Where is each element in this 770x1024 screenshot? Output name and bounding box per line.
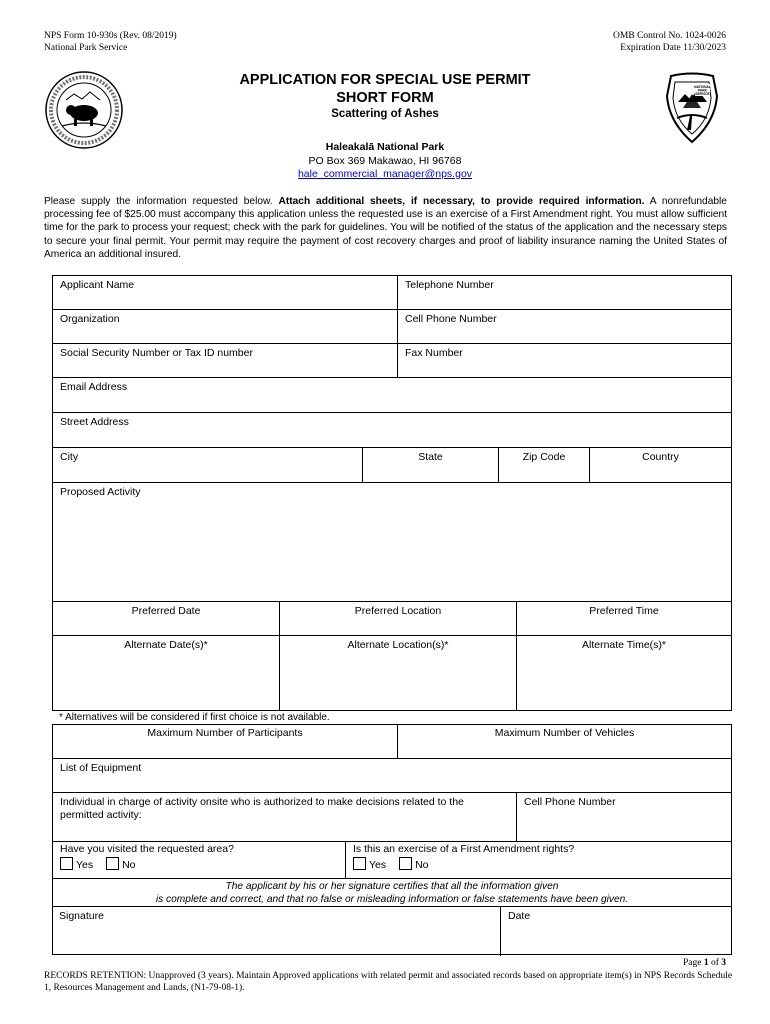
- first-amendment-yes-label: Yes: [369, 859, 387, 871]
- alternate-dates-label: Alternate Date(s)*: [124, 639, 208, 651]
- instructions-lead: Please supply the information requested below.: [44, 196, 273, 207]
- form-number: NPS Form 10-930s (Rev. 08/2019): [44, 31, 177, 41]
- page-total: 3: [721, 958, 726, 968]
- country-field[interactable]: [589, 447, 732, 483]
- page-number: [683, 958, 726, 968]
- email-field[interactable]: [52, 377, 732, 413]
- country-label: Country: [642, 451, 679, 463]
- city-label: City: [60, 451, 79, 463]
- zip-code-label: Zip Code: [522, 451, 566, 463]
- omb-control-number: OMB Control No. 1024-0026: [613, 31, 726, 41]
- date-label: Date: [508, 910, 531, 922]
- max-participants-label: Maximum Number of Participants: [147, 727, 303, 739]
- alternate-locations-label: Alternate Location(s)*: [347, 639, 449, 651]
- ssn-label: Social Security Number or Tax ID number: [60, 347, 253, 359]
- zip-code-field[interactable]: [498, 447, 590, 483]
- page-of: of: [708, 958, 722, 968]
- park-email-link[interactable]: hale_commercial_manager@nps.gov: [297, 168, 473, 180]
- preferred-date-label: Preferred Date: [131, 605, 201, 617]
- preferred-time-label: Preferred Time: [589, 605, 659, 617]
- cell-phone-label: Cell Phone Number: [405, 313, 497, 325]
- first-amendment-options: [353, 857, 439, 871]
- individual-cell-phone-label: Cell Phone Number: [524, 796, 616, 808]
- alternatives-note: * Alternatives will be considered if first choice is not available.: [59, 712, 330, 723]
- form-subtitle: SHORT FORM: [336, 90, 434, 106]
- svg-text:NATIONAL: NATIONAL: [694, 85, 711, 89]
- checkbox-icon[interactable]: [106, 857, 119, 870]
- first-amendment-question: [345, 841, 732, 879]
- visited-area-label: Have you visited the requested area?: [60, 843, 234, 855]
- expiration-date: Expiration Date 11/30/2023: [620, 43, 726, 53]
- state-field[interactable]: [362, 447, 499, 483]
- checkbox-icon[interactable]: [399, 857, 412, 870]
- alternate-times-field[interactable]: [516, 635, 732, 711]
- form-title: APPLICATION FOR SPECIAL USE PERMIT: [239, 72, 531, 88]
- visited-yes-option[interactable]: [60, 859, 93, 871]
- telephone-field[interactable]: [397, 275, 732, 310]
- checkbox-icon[interactable]: [60, 857, 73, 870]
- cell-phone-field[interactable]: [397, 309, 732, 344]
- alternate-locations-field[interactable]: [279, 635, 517, 711]
- max-participants-field[interactable]: [52, 724, 398, 759]
- preferred-date-field[interactable]: [52, 601, 280, 636]
- certification-text: [53, 880, 731, 906]
- equipment-list-label: List of Equipment: [60, 762, 142, 774]
- ssn-field[interactable]: [52, 343, 398, 378]
- instructions-paragraph: [44, 195, 727, 261]
- street-address-field[interactable]: [52, 412, 732, 448]
- organization-label: Organization: [60, 313, 120, 325]
- certification-section: [52, 878, 732, 955]
- certification-line-2: is complete and correct, and that no false or misleading information or false statements have been given.: [155, 894, 629, 905]
- state-label: State: [418, 451, 443, 463]
- individual-cell-phone-field[interactable]: [516, 792, 732, 842]
- first-amendment-no-label: No: [415, 859, 429, 871]
- preferred-time-field[interactable]: [516, 601, 732, 636]
- max-vehicles-label: Maximum Number of Vehicles: [494, 727, 635, 739]
- preferred-location-field[interactable]: [279, 601, 517, 636]
- instructions-bold: Attach additional sheets, if necessary, to provide required information.: [278, 196, 645, 207]
- applicant-name-label: Applicant Name: [60, 279, 135, 291]
- individual-in-charge-field[interactable]: [52, 792, 517, 842]
- individual-in-charge-label: Individual in charge of activity onsite who is authorized to make decisions related to the permitted activity:: [60, 796, 464, 821]
- agency-name: National Park Service: [44, 43, 128, 53]
- street-address-label: Street Address: [60, 416, 129, 428]
- application-form: [52, 275, 732, 955]
- certification-line-1: The applicant by his or her signature certifies that all the information given: [225, 881, 559, 892]
- visited-yes-label: Yes: [76, 859, 94, 871]
- city-field[interactable]: [52, 447, 363, 483]
- alternate-dates-field[interactable]: [52, 635, 280, 711]
- proposed-activity-label: Proposed Activity: [60, 486, 141, 498]
- permit-type: Scattering of Ashes: [331, 108, 439, 120]
- equipment-list-field[interactable]: [52, 758, 732, 793]
- visited-area-question: [52, 841, 346, 879]
- max-vehicles-field[interactable]: [397, 724, 732, 759]
- telephone-label: Telephone Number: [405, 279, 494, 291]
- proposed-activity-field[interactable]: [52, 482, 732, 602]
- svg-text:SERVICE: SERVICE: [695, 92, 710, 96]
- signature-field[interactable]: [52, 906, 501, 956]
- visited-no-option[interactable]: [106, 859, 135, 871]
- fax-label: Fax Number: [405, 347, 463, 359]
- park-address: PO Box 369 Makawao, HI 96768: [308, 155, 462, 167]
- fax-field[interactable]: [397, 343, 732, 378]
- first-amendment-yes-option[interactable]: [353, 859, 386, 871]
- checkbox-icon[interactable]: [353, 857, 366, 870]
- alternate-times-label: Alternate Time(s)*: [581, 639, 667, 651]
- page-current: 1: [703, 958, 709, 968]
- instructions-rest: A nonrefundable processing fee of $25.00 must accompany this application unless the requested use is an exercise of a First Amendment right. You must allow sufficient time for the park to process your request; check with the park for guidelines. You will be notified of the status of the application and the necessary steps to secure your final permit. Your permit may require the payment of cost recovery charges and proof of liability insurance naming the United States of America an additional insured.: [44, 196, 727, 260]
- form-header-left: [44, 30, 177, 54]
- email-label: Email Address: [60, 381, 128, 393]
- form-header-right: [613, 30, 726, 54]
- visited-no-label: No: [122, 859, 136, 871]
- preferred-location-label: Preferred Location: [354, 605, 442, 617]
- svg-text:PARK: PARK: [697, 88, 708, 93]
- organization-field[interactable]: [52, 309, 398, 344]
- visited-area-options: [60, 857, 146, 871]
- records-retention-note: RECORDS RETENTION: Unapproved (3 years). Maintain Approved applications with related permit and associated records based on appropriate item(s) in NPS Records Schedule 1, Resources Management and Lands, (N1-79-08-1).: [44, 971, 733, 993]
- first-amendment-label: Is this an exercise of a First Amendment rights?: [353, 843, 575, 855]
- page-prefix: Page: [682, 958, 704, 968]
- first-amendment-no-option[interactable]: [399, 859, 428, 871]
- park-name: Haleakalā National Park: [325, 141, 445, 153]
- applicant-name-field[interactable]: [52, 275, 398, 310]
- date-field[interactable]: [500, 906, 732, 956]
- signature-label: Signature: [59, 910, 104, 922]
